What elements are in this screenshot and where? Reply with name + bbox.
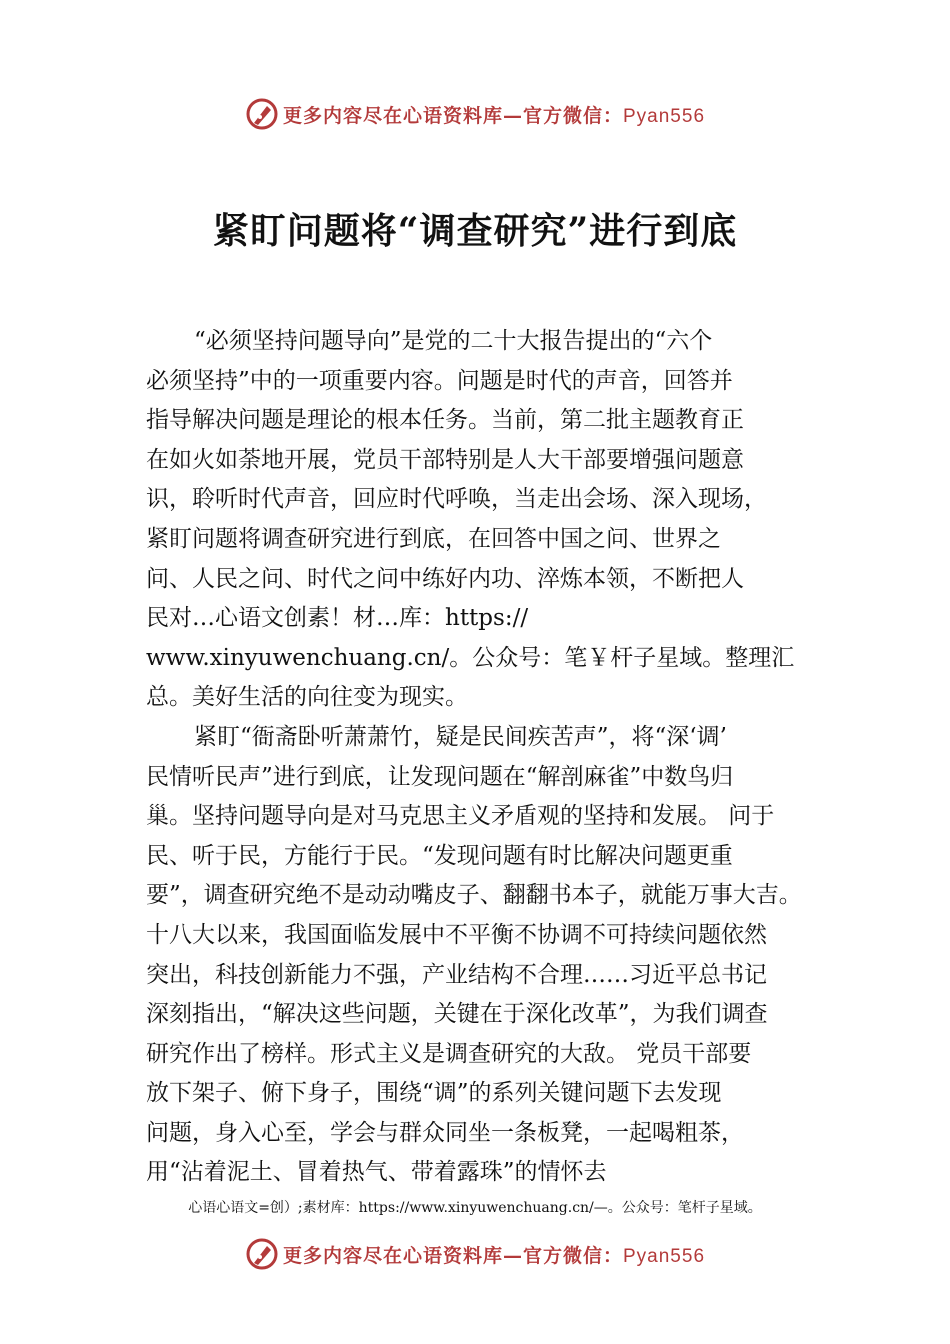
article-body — [146, 322, 826, 1193]
page-title: 紧盯问题将“调查研究”进行到底 — [212, 210, 738, 252]
pen-nib-logo-icon — [245, 97, 279, 131]
footer-note: 心语心语文=创）;素材库：https://www.xinyuwenchuang.cn/—。公众号：笔杆子星域。 — [188, 1200, 762, 1216]
body-line: 总。美好生活的向往变为现实。 — [146, 684, 468, 711]
body-line: 突出，科技创新能力不强，产业结构不合理……习近平总书记 — [146, 961, 767, 988]
body-line: 紧盯“衙斋卧听萧萧竹，疑是民间疾苦声”，将“深‘调’ — [194, 723, 727, 750]
body-line: 要”，调查研究绝不是动动嘴皮子、翻翻书本子，就能万事大吉。 — [146, 882, 802, 909]
header-banner — [0, 94, 950, 134]
body-line: www.xinyuwenchuang.cn/。公众号：笔￥杆子星域。整理汇 — [146, 644, 795, 671]
body-line: 民情听民声”进行到底，让发现问题在“解剖麻雀”中数鸟归 — [146, 763, 734, 790]
banner-label: 更多内容尽在心语资料库—官方微信： — [282, 1244, 623, 1267]
body-line: 民对…心语文创素！材…库：https:// — [146, 605, 529, 632]
body-line: 指导解决问题是理论的根本任务。当前，第二批主题教育正 — [146, 407, 744, 434]
wechat-id: Pyan556 — [623, 1245, 706, 1267]
footer-banner — [0, 1234, 950, 1274]
body-line: 民、听于民，方能行于民。“发现问题有时比解决问题更重 — [146, 842, 733, 869]
body-line: 问题，身入心至，学会与群众同坐一条板凳，一起喝粗茶， — [146, 1119, 744, 1146]
body-line: 放下架子、俯下身子，围绕“调”的系列关键问题下去发现 — [146, 1080, 722, 1107]
body-line: 必须坚持”中的一项重要内容。问题是时代的声音，回答并 — [146, 367, 733, 394]
body-line: “必须坚持问题导向”是党的二十大报告提出的“六个 — [194, 328, 713, 354]
pen-nib-logo-icon — [245, 1237, 279, 1271]
body-line: 研究作出了榜样。形式主义是调查研究的大敌。 党员干部要 — [146, 1040, 752, 1067]
body-line: 巢。坚持问题导向是对马克思主义矛盾观的坚持和发展。 问于 — [146, 803, 775, 830]
footer-banner-text — [283, 1241, 705, 1268]
body-line: 深刻指出，“解决这些问题，关键在于深化改革”，为我们调查 — [146, 1001, 768, 1028]
body-line: 问、人民之问、时代之问中练好内功、淬炼本领，不断把人 — [146, 565, 744, 592]
header-banner-text — [283, 101, 705, 128]
body-line: 在如火如荼地开展，党员干部特别是人大干部要增强问题意 — [146, 446, 744, 473]
body-line: 识，聆听时代声音，回应时代呼唤，当走出会场、深入现场， — [146, 486, 767, 513]
banner-label: 更多内容尽在心语资料库—官方微信： — [282, 104, 623, 127]
wechat-id: Pyan556 — [623, 105, 706, 127]
body-line: 紧盯问题将调查研究进行到底，在回答中国之问、世界之 — [146, 525, 721, 552]
body-line: 用“沾着泥土、冒着热气、带着露珠”的情怀去 — [146, 1159, 607, 1186]
body-line: 十八大以来，我国面临发展中不平衡不协调不可持续问题依然 — [146, 921, 767, 948]
